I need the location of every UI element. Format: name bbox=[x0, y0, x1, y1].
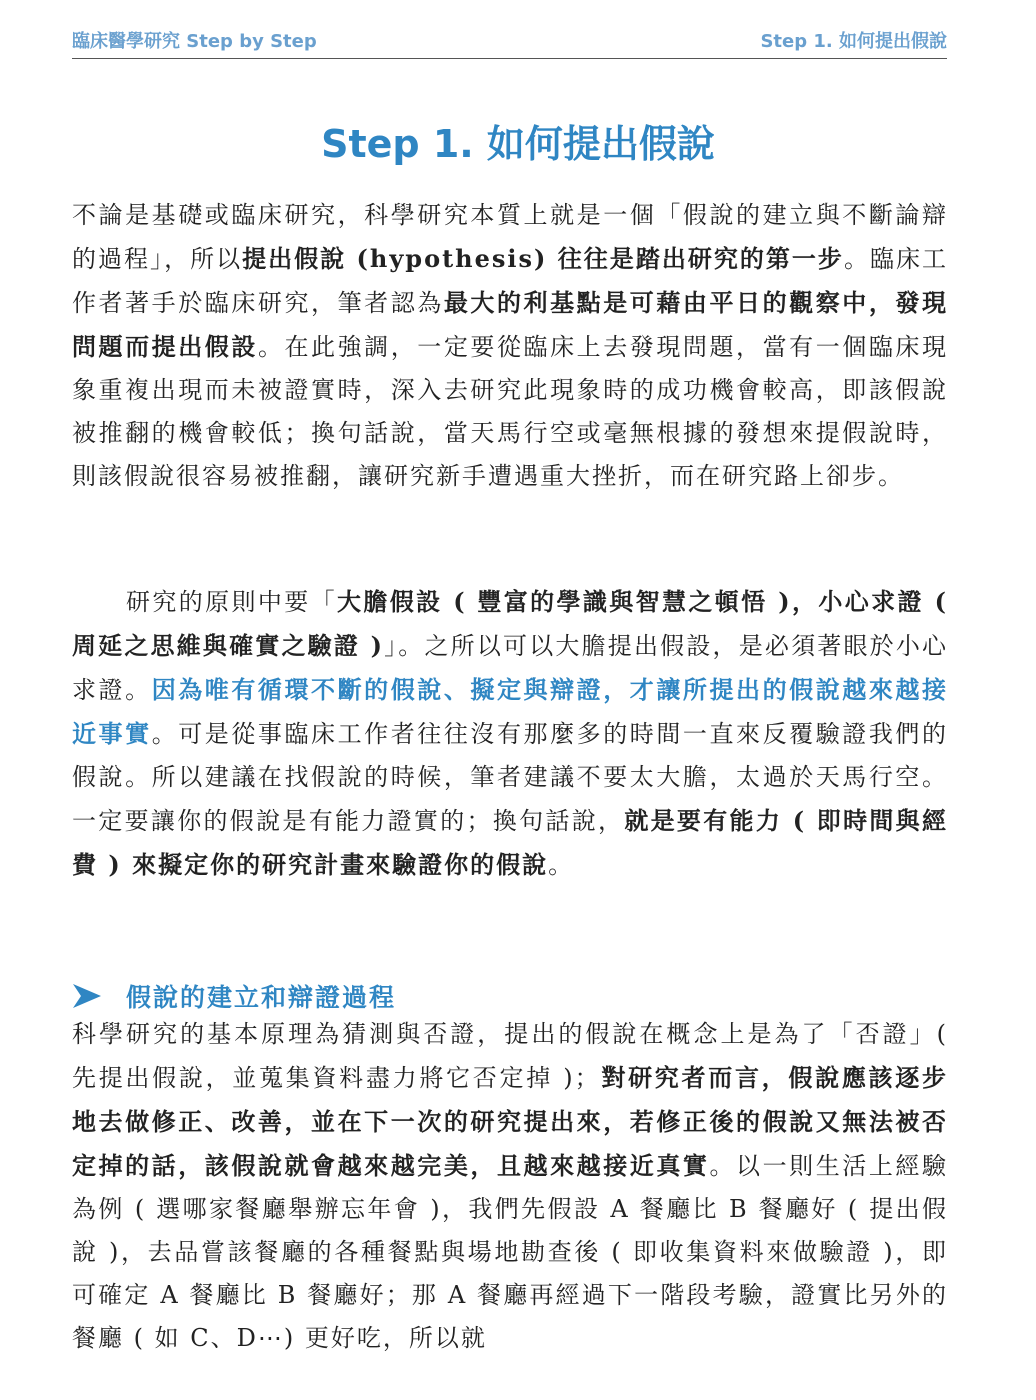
section-heading bbox=[72, 975, 948, 1017]
bold-emphasis: 對研究者而言，假說應該逐步地去做修正、改善，並在下一次的研究提出來，若修正後的假說又無法被否定掉的話，該假說就會越來越完美，且越來越接近真實 bbox=[72, 1063, 948, 1180]
text-run: 。以一則生活上經驗為例 ( 選哪家餐廳舉辦忘年會 )，我們先假設 A 餐廳比 B 餐廳好 ( 提出假說 )，去品嘗該餐廳的各種餐點與場地勘查後 ( 即收集資料來做驗證 )，即可確定 A 餐廳比 B 餐廳好；那 A 餐廳再經過下一階段考驗，證實比另外的餐廳 ( 如 C、D⋯) 更好吃，所以就 bbox=[72, 1152, 948, 1352]
text-run: 研究的原則中要「 bbox=[126, 588, 338, 616]
bold-emphasis: 提出假說 (hypothesis) 往往是踏出研究的第一步 bbox=[242, 244, 844, 273]
text-run: 」。之所以可以大膽提出假設，是必須著眼於小心求證。 bbox=[72, 632, 949, 704]
header-book-title: 臨床醫學研究 Step by Step bbox=[72, 31, 317, 52]
bold-emphasis: 大膽假設 ( 豐富的學識與智慧之頓悟 )，小心求證 ( 周延之思維與確實之驗證 ) bbox=[72, 587, 948, 660]
text-run: 科學研究的基本原理為猜測與否證，提出的假說在概念上是為了「否證」( 先提出假說，並蒐集資料盡力將它否定掉 )； bbox=[72, 1020, 948, 1092]
page-title: Step 1. 如何提出假說 bbox=[321, 122, 715, 166]
text-run: 。 bbox=[548, 851, 575, 879]
text-run: 。臨床工作者著手於臨床研究，筆者認為 bbox=[72, 245, 949, 317]
paragraph-principle bbox=[72, 580, 948, 887]
arrowhead-icon bbox=[72, 983, 102, 1009]
paragraph-section bbox=[72, 1013, 948, 1360]
bold-emphasis: 最大的利基點是可藉由平日的觀察中，發現問題而提出假設 bbox=[72, 288, 948, 361]
bold-emphasis: 就是要有能力 ( 即時間與經費 ) 來擬定你的研究計畫來驗證你的假說 bbox=[72, 806, 948, 879]
paragraph-intro bbox=[72, 194, 948, 498]
running-header bbox=[72, 22, 947, 59]
header-chapter-title: Step 1. 如何提出假說 bbox=[760, 31, 947, 52]
section-heading-text: 假說的建立和辯證過程 bbox=[126, 983, 397, 1012]
highlight-emphasis: 因為唯有循環不斷的假說、擬定與辯證，才讓所提出的假說越來越接近事實 bbox=[72, 675, 948, 748]
text-run: 。在此強調，一定要從臨床上去發現問題，當有一個臨床現象重複出現而未被證實時，深入去研究此現象時的成功機會較高，即該假說被推翻的機會較低；換句話說，當天馬行空或毫無根據的發想來提假說時，則該假說很容易被推翻，讓研究新手遭遇重大挫折，而在研究路上卻步。 bbox=[72, 333, 948, 490]
text-run: 不論是基礎或臨床研究，科學研究本質上就是一個「假說的建立與不斷論辯的過程」，所以 bbox=[72, 201, 948, 273]
text-run: 。可是從事臨床工作者往往沒有那麼多的時間一直來反覆驗證我們的假說。所以建議在找假說的時候，筆者建議不要太大膽，太過於天馬行空。一定要讓你的假說是有能力證實的；換句話說， bbox=[72, 720, 948, 835]
